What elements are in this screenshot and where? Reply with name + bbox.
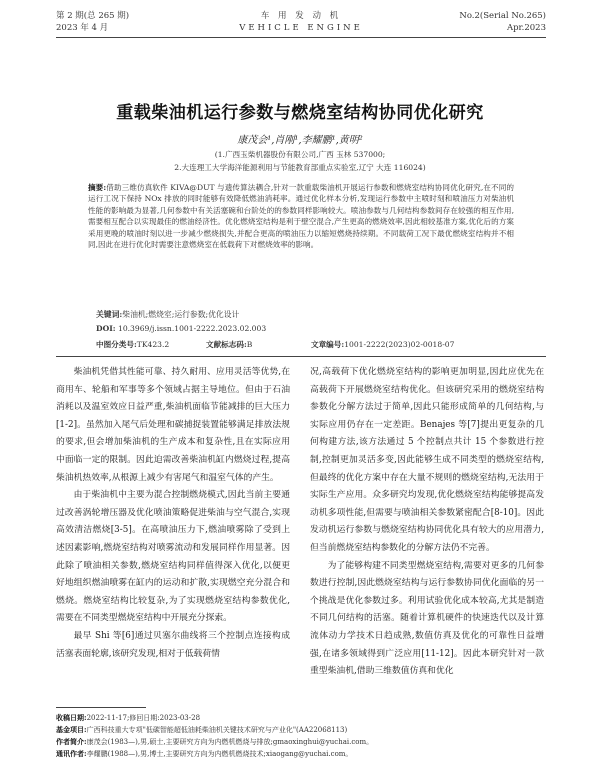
paragraph: 况,高载荷下优化燃烧室结构的影响更加明显,因此应优先在高载荷下开展燃烧室结构优化。但该研究采用的燃烧室结构参数化分解方法过于简单,因此只能形成简单的几何结构,与实际应用仍存在一定差距。Benajes 等[7]提出更复杂的几何构建方法,该方法通过 5 个控制点共计 15 个参数进行控制,控制更加灵活多变,因此能够生成不同类型的燃烧室结构,但最终的优化方案中存在大量不规则的燃烧室结构,无法用于实际生产应用。众多研究均发现,优化燃烧室结构能够提高发动机多项性能,但需要与喷油相关参数紧密配合[8-10]。因此发动机运行参数与燃烧室结构协同优化具有较大的应用潜力,但当前燃烧室结构参数化的分解方法仍不完善。 xyxy=(310,367,544,553)
running-header xyxy=(56,10,546,40)
abstract-text: 借助三维仿真软件 KIVA@DUT 与遗传算法耦合,针对一款重载柴油机开展运行参数和燃烧室结构协同优化研究,在不同的运行工况下保持 NOx 排放的同时能够有效降低燃油消耗率。通过优化样本分析,发现运行参数中主喷时刻和喷油压力对柴油机性能的影响最为显著,几何参数中有关活塞碗和台阶处的的参数同样影响较大。喷油参数与几何结构参数间存在较强的相互作用,需要相互配合以实现最佳的燃油经济性。优化燃烧室结构是利于壁空混合,产生更高的燃烧效率,因此相较基准方案,优化后的方案采用更晚的喷油时刻以进一步减少燃烧损失,并配合更高的喷油压力以缩短燃烧持续期。不同载荷工况下最优燃烧室结构并不相同,因此在进行优化时需要注意燃烧室在低载荷下对燃烧效率的影响。 xyxy=(88,183,515,250)
footnote-author xyxy=(56,736,546,748)
footnote-text: 康茂会(1983—),男,硕士,主要研究方向为内燃机燃烧与排放;gmaoxinghui@yuchai.com。 xyxy=(86,738,374,746)
footnote-divider xyxy=(56,707,146,708)
section-divider xyxy=(56,356,546,357)
abstract-label: 摘要: xyxy=(88,183,107,192)
paragraph: 最早 Shi 等[6]通过贝塞尔曲线将三个控制点连接构成活塞表面轮廓,该研究发现,相对于低载荷情 xyxy=(56,630,290,659)
doi-value[interactable]: 10.3969/j.issn.1001-2222.2023.02.003 xyxy=(117,324,267,333)
journal-en: VEHICLE ENGINE xyxy=(239,23,363,33)
body-column-left xyxy=(56,364,290,663)
footnote-text: 2022-11-17;修回日期:2023-03-28 xyxy=(86,714,201,722)
header-divider xyxy=(56,37,546,38)
article-number xyxy=(311,339,454,350)
keywords-text: 柴油机;燃烧室;运行参数;优化设计 xyxy=(122,310,240,319)
article-label: 文章编号: xyxy=(311,340,345,349)
header-right xyxy=(459,10,546,34)
date-cn: 2023 年 4 月 xyxy=(56,23,109,33)
footnote-corresponding xyxy=(56,748,546,760)
issue-cn: 第 2 期(总 265 期) xyxy=(56,11,130,21)
doc-label: 文献标志码: xyxy=(206,340,247,349)
footnote-received xyxy=(56,712,546,724)
doi-line xyxy=(96,324,266,333)
footnote-text: 李耀鹏(1988—),男,博士,主要研究方向为内燃机燃烧技术;xiaogang@yuchai.com。 xyxy=(86,750,353,758)
keywords-label: 关键词: xyxy=(96,310,123,319)
classification-line xyxy=(96,339,514,351)
clc-code xyxy=(96,339,169,350)
journal-cn: 车 用 发 动 机 xyxy=(260,11,342,21)
paragraph: 柴油机凭借其性能可靠、持久耐用、应用灵活等优势,在商用车、轮船和军事等多个领域占据主导地位。但由于石油消耗以及温室效应日益严重,柴油机面临节能减排的巨大压力[1-2]。虽然加入尾气后处理和碳捕捉装置能够满足排放法规的要求,但会增加柴油机的生产成本和复杂性,且在实际应用中面临一定的限制。因此迫需改善柴油机缸内燃烧过程,提高柴油机热效率,从根源上减少有害尾气和温室气体的产生。 xyxy=(56,367,290,483)
footnote-funding xyxy=(56,724,546,736)
clc-label: 中图分类号: xyxy=(96,340,137,349)
footnote-label: 基金项目: xyxy=(56,725,87,734)
affiliation-2: 2.大连理工大学海洋能源利用与节能教育部重点实验室,辽宁 大连 116024) xyxy=(174,163,426,172)
author-list: 康茂会¹,肖刚¹,李耀鹏¹,黄明² xyxy=(237,135,363,146)
affiliation-1: (1.广西玉柴机器股份有限公司,广西 玉林 537000; xyxy=(214,150,386,159)
paper-title: 重载柴油机运行参数与燃烧室结构协同优化研究 xyxy=(116,103,484,123)
date-en: Apr.2023 xyxy=(506,23,546,33)
doc-value: B xyxy=(246,340,253,349)
footnote-text: 广西科技重大专项"低碳智能超低油耗柴油机关键技术研究与产业化"(AA22068113) xyxy=(86,726,348,734)
footnote-label: 作者简介: xyxy=(56,737,87,746)
article-value: 1001-2222(2023)02-0018-07 xyxy=(344,340,455,349)
footnote-label: 通讯作者: xyxy=(56,749,87,758)
body-column-right xyxy=(310,364,544,681)
paragraph: 由于柴油机中主要为混合控制燃烧模式,因此当前主要通过改善涡轮增压器及优化喷油策略促进柴油与空气混合,实现高效清洁燃烧[3-5]。在高喷油压力下,燃油喷雾除了受到上述因素影响,燃烧室结构对喷雾流动和发展同样作用显著。因此除了喷油相关参数,燃烧室结构同样值得深入优化,以便更好地组织燃油喷雾在缸内的运动和扩散,实现燃空充分混合和燃烧。燃烧室结构比较复杂,为了实现燃烧室结构参数优化,需要在不同类型燃烧室结构中开展充分探索。 xyxy=(56,490,290,624)
footnote-label: 收稿日期: xyxy=(56,713,87,722)
doi-label: DOI: xyxy=(96,324,116,333)
paragraph: 为了能够构建不同类型燃烧室结构,需要对更多的几何参数进行控制,因此燃烧室结构与运行参数协同优化面临的另一个挑战是优化参数过多。利用试验优化成本较高,尤其是制造不同几何结构的活塞。随着计算机硬件的快速迭代以及计算流体动力学技术日趋成熟,数值仿真及优化的可靠性日益增强,在诸多领域得到广泛应用[11-12]。因此本研究针对一款重型柴油机,借助三维数值仿真和优化 xyxy=(310,560,544,677)
clc-value: TK423.2 xyxy=(136,340,170,349)
doc-code xyxy=(206,339,252,350)
keywords xyxy=(96,309,514,320)
issue-en: No.2(Serial No.265) xyxy=(459,11,546,21)
abstract xyxy=(88,182,514,250)
